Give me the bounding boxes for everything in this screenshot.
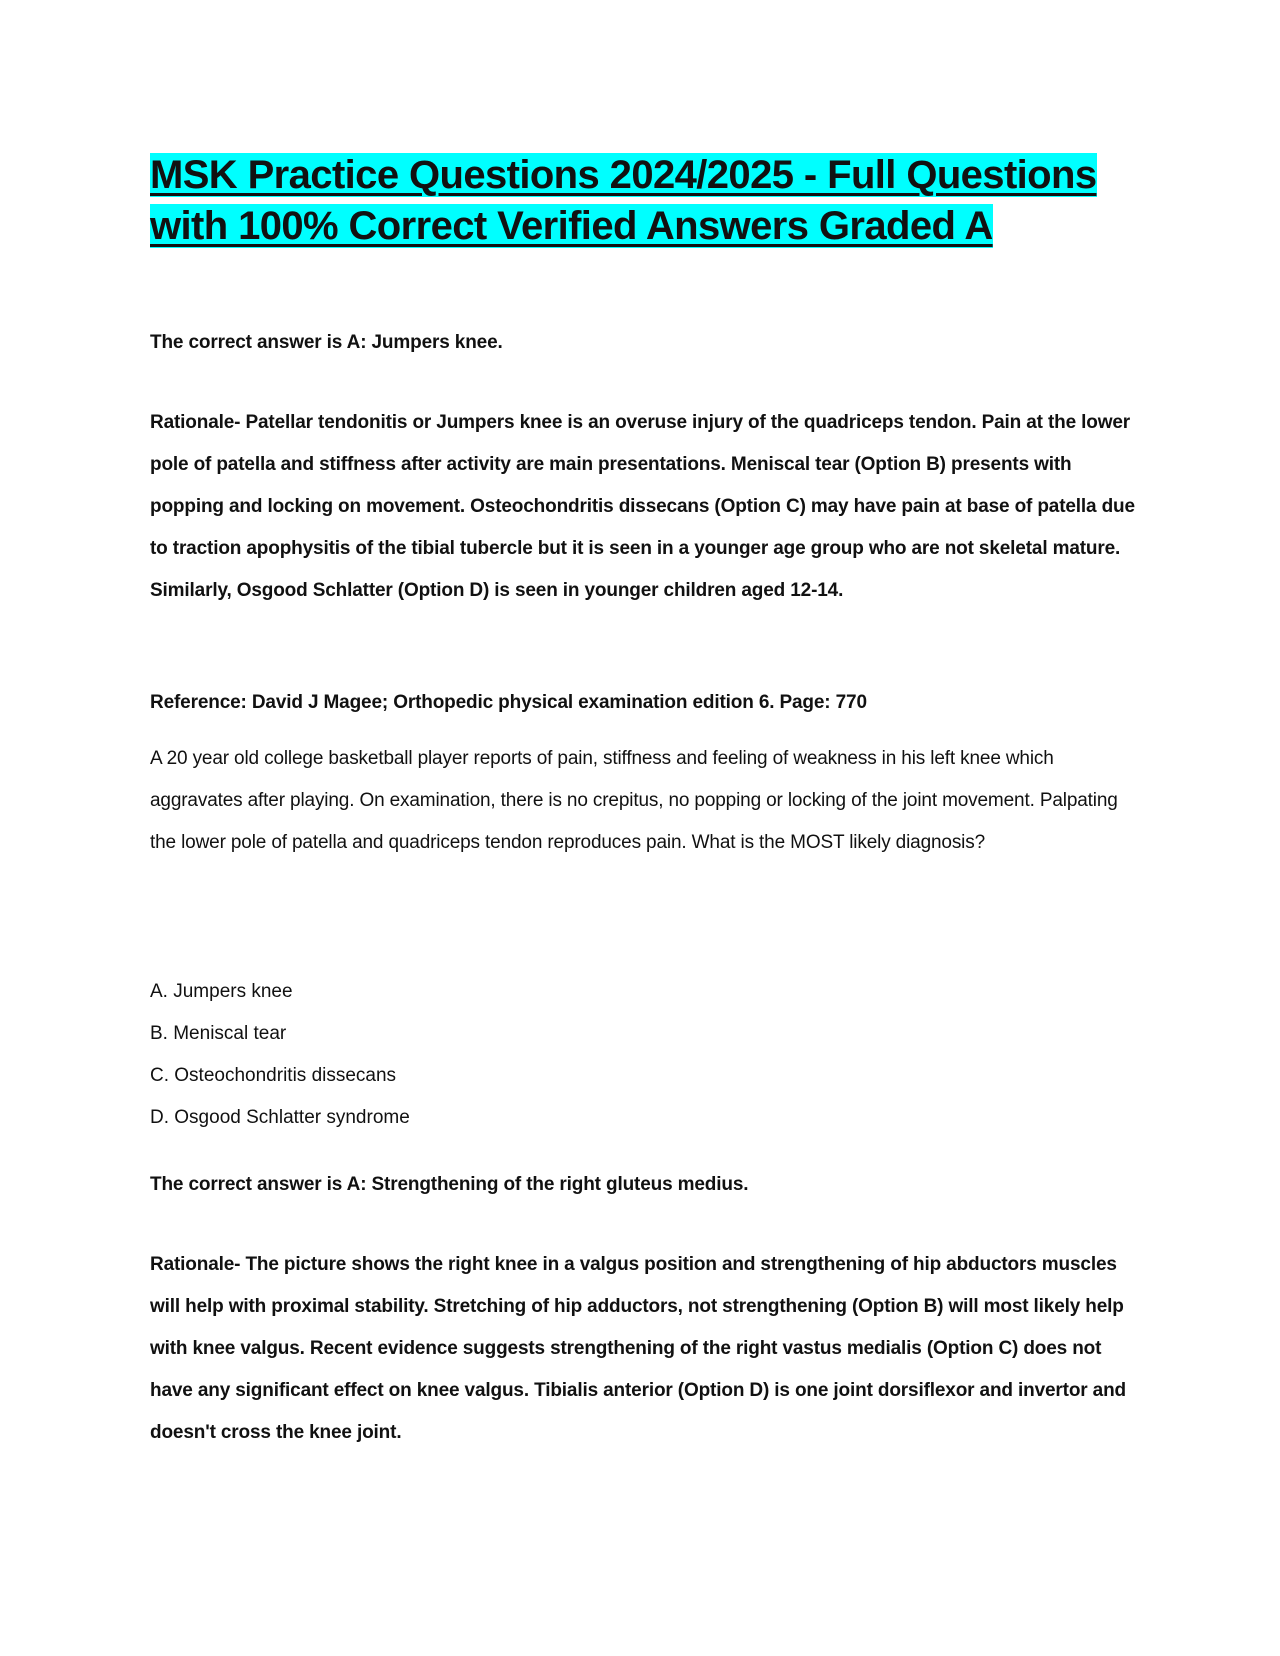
question-2: A 20 year old college basketball player reports of pain, stiffness and feeling of weakness in his left knee which aggravates after playing. On examination, there is no crepitus, no popping or locking of the joint movement. Palpating the lower pole of patella and quadriceps tendon reproduces pain. What is the MOST likely diagnosis?	[150, 748, 1118, 853]
option-a: A. Jumpers knee	[150, 981, 293, 1002]
page-title	[150, 150, 1140, 252]
option-b: B. Meniscal tear	[150, 1023, 287, 1044]
options-list	[150, 971, 410, 1139]
option-c: C. Osteochondritis dissecans	[150, 1065, 397, 1086]
answer-1: The correct answer is A: Jumpers knee.	[150, 332, 503, 353]
option-d: D. Osgood Schlatter syndrome	[150, 1107, 410, 1128]
page-title-text: MSK Practice Questions 2024/2025 - Full Questions with 100% Correct Verified Answers Graded A	[150, 153, 1097, 248]
answer-2: The correct answer is A: Strengthening of the right gluteus medius.	[150, 1174, 749, 1195]
rationale-2: Rationale- The picture shows the right knee in a valgus position and strengthening of hip abductors muscles will help with proximal stability. Stretching of hip adductors, not strengthening (Option B) will most likely help with knee valgus. Recent evidence suggests strengthening of the right vastus medialis (Option C) does not have any significant effect on knee valgus. Tibialis anterior (Option D) is one joint dorsiflexor and invertor and doesn't cross the knee joint.	[150, 1254, 1127, 1443]
rationale-1: Rationale- Patellar tendonitis or Jumpers knee is an overuse injury of the quadriceps tendon. Pain at the lower pole of patella and stiffness after activity are main presentations. Meniscal tear (Option B) presents with popping and locking on movement. Osteochondritis dissecans (Option C) may have pain at base of patella due to traction apophysitis of the tibial tubercle but it is seen in a younger age group who are not skeletal mature. Similarly, Osgood Schlatter (Option D) is seen in younger children aged 12-14.	[150, 412, 1135, 601]
reference-1: Reference: David J Magee; Orthopedic physical examination edition 6. Page: 770	[150, 692, 867, 713]
